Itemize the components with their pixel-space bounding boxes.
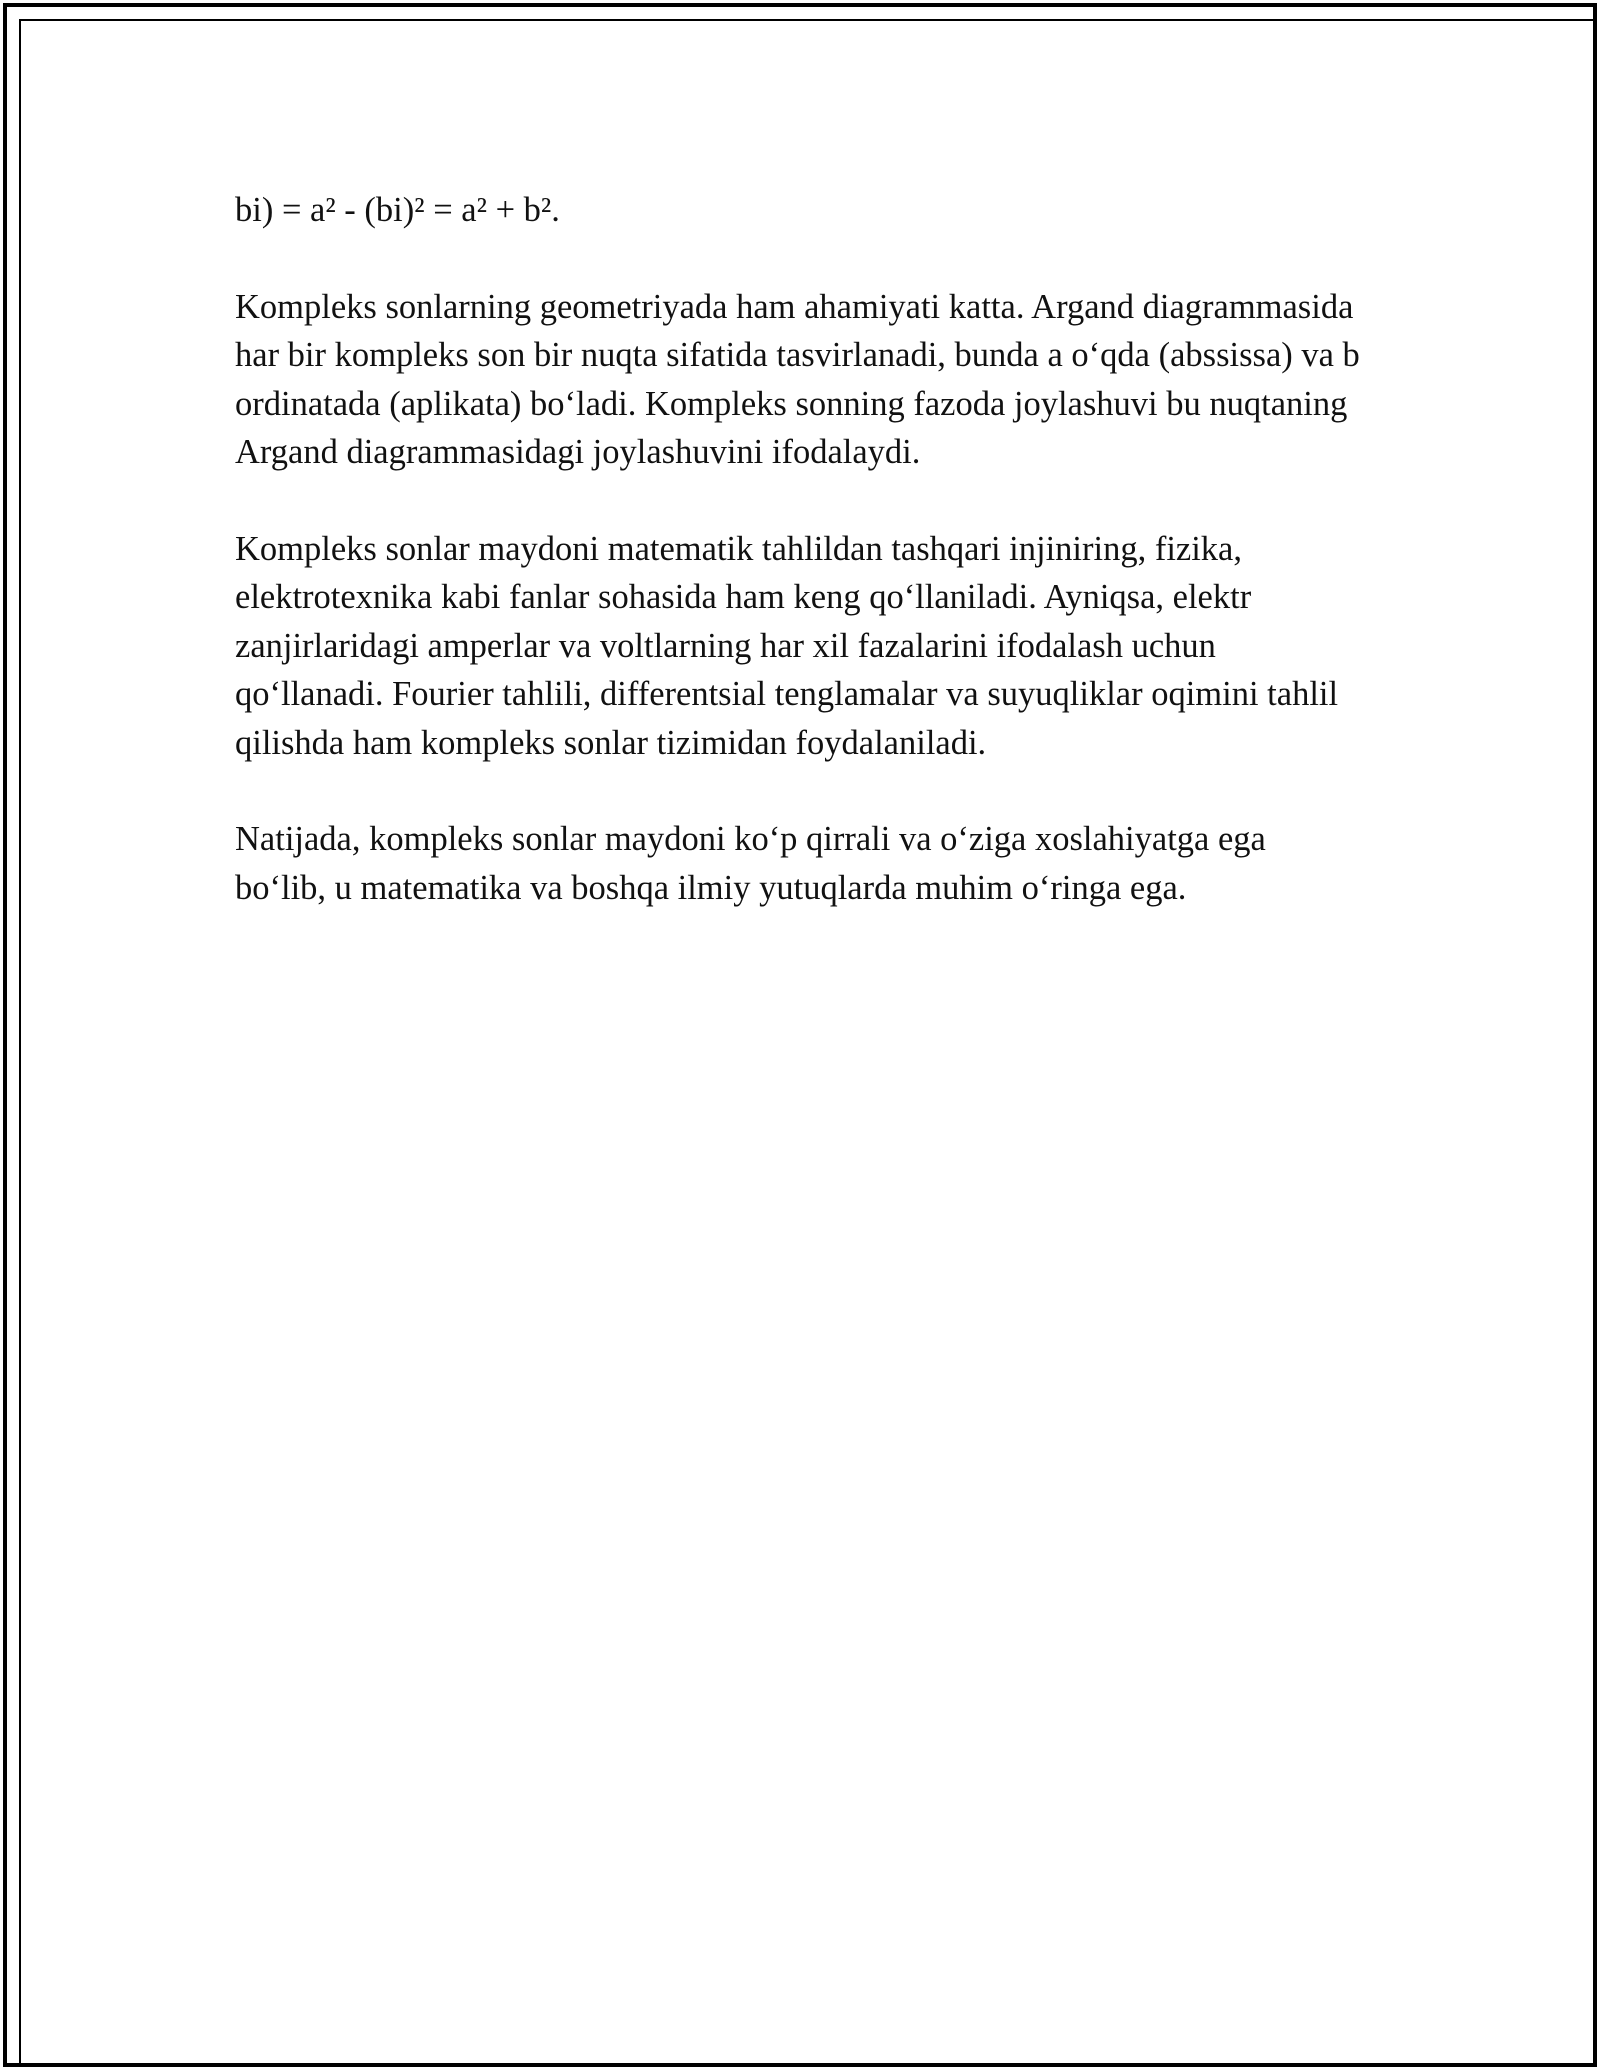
paragraph-geometry: Kompleks sonlarning geometriyada ham ahamiyati katta. Argand diagrammasida har bir kompleks son bir nuqta sifatida tasvirlanadi, bunda a o‘qda (abssissa) va b ordinatada (aplikata) bo‘ladi. Kompleks sonning fazoda joylashuvi bu nuqtaning Argand diagrammasidagi joylashuvini ifodalaydi. (235, 287, 1360, 471)
paragraph-applications: Kompleks sonlar maydoni matematik tahlildan tashqari injiniring, fizika, elektrotexnika kabi fanlar sohasida ham keng qo‘llaniladi. Ayniqsa, elektr zanjirlaridagi amperlar va voltlarning har xil fazalarini ifodalash uchun qo‘llanadi. Fourier tahlili, differentsial tenglamalar va suyuqliklar oqimini tahlil qilishda ham kompleks sonlar tizimidan foydalaniladi. (235, 529, 1339, 762)
document-body (235, 186, 1365, 960)
paragraph-conclusion: Natijada, kompleks sonlar maydoni ko‘p qirrali va o‘ziga xoslahiyatga ega bo‘lib, u matematika va boshqa ilmiy yutuqlarda muhim o‘ringa ega. (235, 820, 1266, 907)
paragraph-equation-continuation: bi) = a² - (bi)² = a² + b². (235, 191, 560, 229)
